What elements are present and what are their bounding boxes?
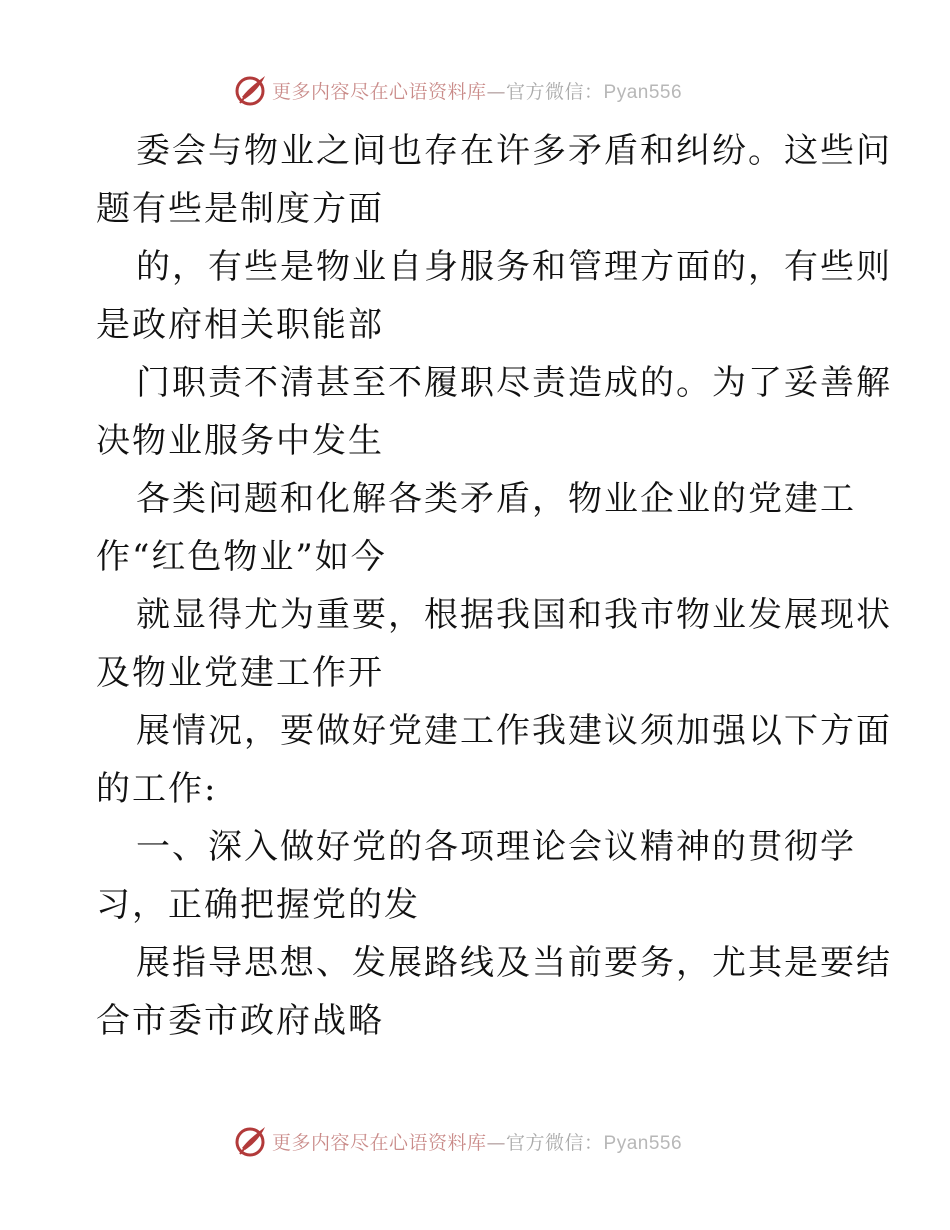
paragraph-line: 一、深入做好党的各项理论会议精神的贯彻学	[136, 827, 856, 867]
paragraph-line: 就显得尤为重要，根据我国和我市物业发展现状	[136, 595, 892, 635]
banner-dash: —	[486, 1131, 507, 1154]
paragraph	[96, 122, 892, 238]
paragraph	[96, 934, 892, 1050]
paragraph-line: 展情况，要做好党建工作我建议须加强以下方面	[136, 711, 892, 751]
paragraph-line: 习，正确把握党的发	[96, 885, 420, 925]
banner-account: Pyan556	[603, 81, 683, 103]
paragraph-line: 及物业党建工作开	[96, 653, 384, 693]
banner-wechat-label: 官方微信：	[506, 1131, 604, 1154]
banner-text	[272, 1128, 682, 1155]
paragraph-line: 决物业服务中发生	[96, 421, 384, 461]
banner-text	[272, 77, 682, 104]
paragraph-line: 是政府相关职能部	[96, 305, 384, 345]
paragraph-line: 门职责不清甚至不履职尽责造成的。为了妥善解	[136, 363, 892, 403]
paragraph	[96, 586, 892, 702]
quill-pen-logo-icon	[234, 73, 268, 107]
quill-pen-logo-icon	[234, 1124, 268, 1158]
paragraph	[96, 470, 856, 586]
banner-site: 更多内容尽在心语资料库	[272, 80, 487, 103]
banner-dash: —	[486, 80, 507, 103]
paragraph	[96, 818, 856, 934]
paragraph-line: 的工作:	[96, 769, 218, 809]
paragraph-line: 合市委市政府战略	[96, 1001, 384, 1041]
paragraph	[96, 238, 892, 354]
banner-wechat-label: 官方微信：	[506, 80, 604, 103]
banner-site: 更多内容尽在心语资料库	[272, 1131, 487, 1154]
document-body	[96, 122, 892, 1050]
paragraph-line: 作“红色物业”如今	[96, 537, 387, 577]
banner-account: Pyan556	[603, 1132, 683, 1154]
paragraph-line: 各类问题和化解各类矛盾，物业企业的党建工	[136, 479, 856, 519]
paragraph-line: 委会与物业之间也存在许多矛盾和纠纷。这些问	[136, 131, 892, 171]
paragraph-line: 展指导思想、发展路线及当前要务，尤其是要结	[136, 943, 892, 983]
banner-inner	[234, 70, 682, 110]
footer-watermark-banner	[0, 1121, 950, 1161]
paragraph-line: 题有些是制度方面	[96, 189, 384, 229]
paragraph-line: 的，有些是物业自身服务和管理方面的，有些则	[136, 247, 892, 287]
paragraph	[96, 702, 892, 818]
paragraph	[96, 354, 892, 470]
header-watermark-banner	[0, 70, 950, 110]
banner-inner	[234, 1121, 682, 1161]
